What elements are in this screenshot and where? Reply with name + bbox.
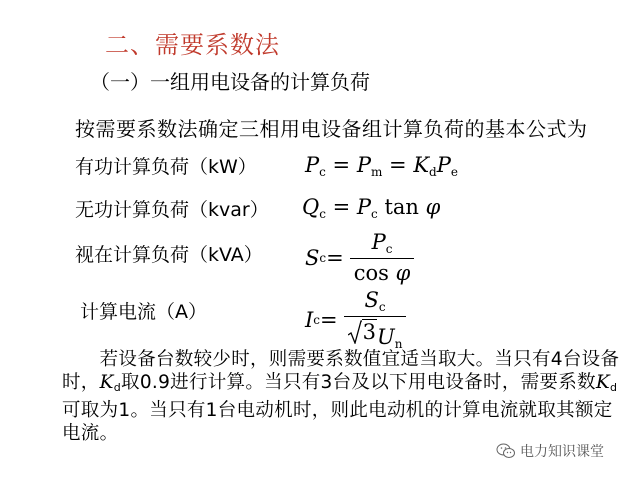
formula-symbol: P	[356, 195, 372, 219]
apparent-load-formula	[305, 230, 414, 285]
section-title: 二、需要系数法	[105, 31, 280, 59]
sqrt-sign	[348, 319, 377, 344]
explanation-paragraph	[62, 348, 622, 445]
formula-subscript: c	[319, 165, 326, 179]
formula-operator: =	[326, 245, 344, 270]
active-load-formula	[305, 153, 458, 179]
formula-symbol: I	[305, 307, 314, 332]
formula-symbol: S	[305, 245, 320, 270]
formula-operator: =	[325, 195, 357, 219]
formula-symbol: P	[356, 153, 371, 177]
formula-subscript: c	[371, 207, 378, 221]
formula-operator: =	[320, 307, 338, 332]
formula-operator: =	[325, 153, 357, 177]
formula-symbol: K	[413, 153, 430, 177]
formula-symbol: P	[305, 153, 320, 177]
fraction-numerator	[368, 230, 397, 258]
watermark	[496, 441, 604, 461]
fraction-denominator	[350, 259, 415, 285]
kd-symbol: K	[595, 372, 610, 393]
watermark-text: 电力知识课堂	[520, 444, 604, 460]
paragraph-text-3: 可取为1。当只有1台电动机时，则此电动机的计算电流就取其额定电流。	[62, 400, 613, 444]
formula-subscript: c	[385, 242, 393, 256]
paragraph-text-2: 取0.9进行计算。当只有3台及以下用电设备时，需要系数	[121, 372, 596, 393]
formula-symbol: U	[377, 325, 395, 349]
formula-subscript: c	[319, 250, 327, 265]
intro-line: 按需要系数法确定三相用电设备组计算负荷的基本公式为	[75, 117, 588, 141]
formula-subscript: e	[450, 165, 458, 179]
formula-function: tan	[377, 195, 419, 219]
paragraph-text-1: 若设备台数较少时，则需要系数值宜适当取大。当只有4台设备时，	[62, 349, 620, 393]
formula-subscript: c	[319, 207, 326, 221]
formula-function: cos	[353, 261, 396, 285]
formula-symbol: φ	[395, 261, 411, 285]
fraction	[350, 230, 415, 285]
kd-subscript: d	[113, 381, 122, 394]
formula-subscript: d	[429, 165, 437, 179]
formula-symbol: P	[371, 230, 386, 254]
reactive-load-formula	[302, 195, 440, 221]
apparent-load-label: 视在计算负荷（kVA）	[75, 244, 263, 266]
formula-subscript: c	[378, 300, 386, 314]
fraction-denominator	[344, 317, 407, 351]
formula-symbol: Q	[302, 195, 320, 219]
wechat-icon	[496, 443, 516, 459]
radicand: 3	[362, 320, 377, 344]
formula-symbol: S	[364, 288, 379, 312]
fraction-numerator	[360, 288, 389, 316]
formula-symbol: φ	[425, 195, 441, 219]
kd-subscript: d	[609, 381, 618, 394]
formula-subscript: n	[394, 337, 403, 351]
subsection-title: （一）一组用电设备的计算负荷	[90, 70, 370, 94]
current-label: 计算电流（A）	[80, 301, 207, 323]
radical-icon	[348, 320, 362, 344]
formula-subscript: m	[370, 165, 383, 179]
fraction	[344, 288, 407, 351]
reactive-load-label: 无功计算负荷（kvar）	[75, 199, 269, 221]
current-formula	[305, 288, 406, 351]
formula-operator: =	[382, 153, 414, 177]
formula-subscript: c	[313, 312, 321, 327]
formula-symbol: P	[436, 153, 451, 177]
active-load-label: 有功计算负荷（kW）	[75, 156, 257, 178]
kd-symbol: K	[99, 372, 114, 393]
